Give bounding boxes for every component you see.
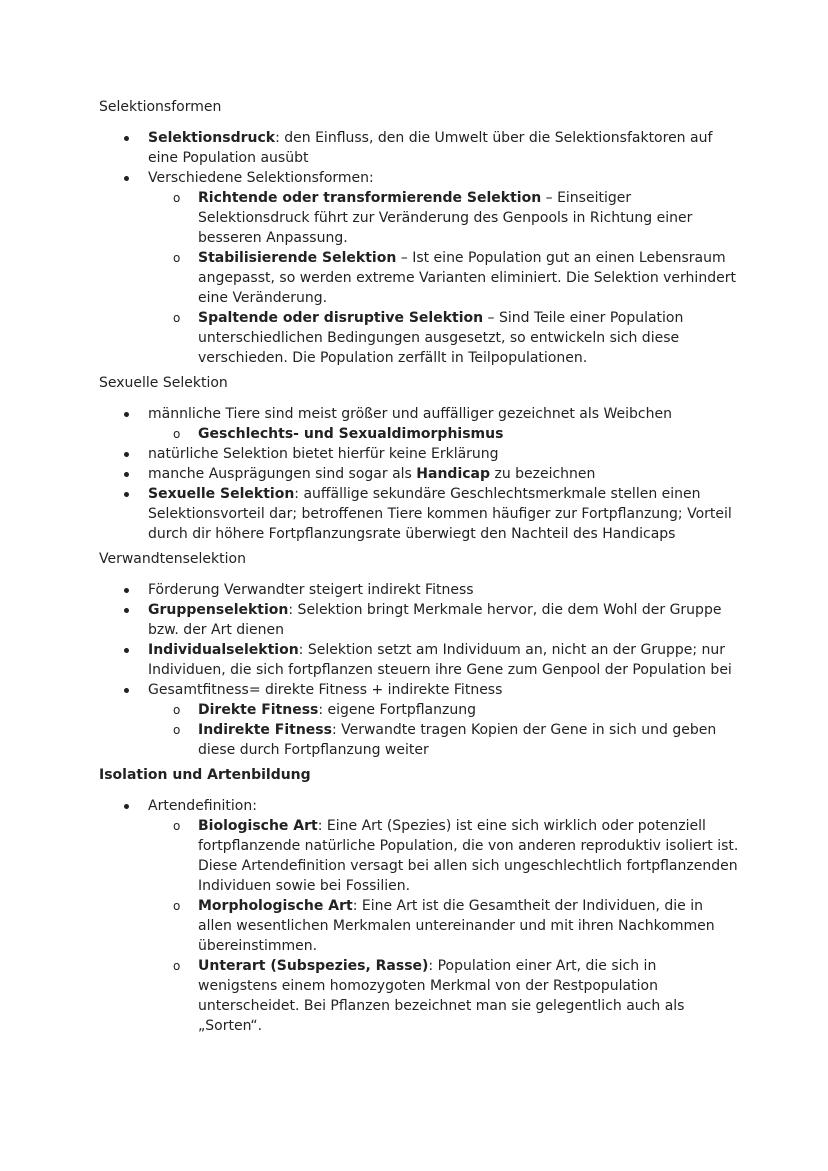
sublist (148, 424, 739, 444)
section-heading-selektionsformen: Selektionsformen (99, 99, 222, 115)
list-item: Verschiedene Selektionsformen: o Richtende oder transformierende Selektion – Einseitiger Selektionsdruck führt zur Veränderung des Genpools in Richtung einer besseren Anpassung. o Stabilisierende Selektion – Ist eine Population gut an einen Lebensraum angepasst, so werden extreme Varianten eliminiert. Die Selektion verhindert eine Veränderung. o Spaltende oder disruptive Selektion – Sind Teile einer Population unterschiedlichen Bedingungen ausgesetzt, so entwickeln sich diese verschieden. Die Population zerfällt in Teilpopulationen. (148, 168, 739, 368)
section-heading-sexuelle-selektion: Sexuelle Selektion (99, 375, 228, 391)
list-item: männliche Tiere sind meist größer und auffälliger gezeichnet als Weibchen o Geschlechts- und Sexualdimorphismus (148, 404, 739, 444)
document-page (99, 97, 739, 1036)
sublist (148, 816, 739, 1036)
sublist-item: o Stabilisierende Selektion – Ist eine Population gut an einen Lebensraum angepasst, so werden extreme Varianten eliminiert. Die Selektion verhindert eine Veränderung. (198, 248, 739, 308)
list-item: Artendefinition: o Biologische Art: Eine Art (Spezies) ist eine sich wirklich oder potenziell fortpflanzende natürliche Population, die von anderen reproduktiv isoliert ist. Diese Artendefinition versagt bei allen sich ungeschlechtlich fortpflanzenden Individuen sowie bei Fossilien. o Morphologische Art: Eine Art ist die Gesamtheit der Individuen, die in allen wesentlichen Merkmalen untereinander und mit ihren Nachkommen übereinstimmen. o Unterart (Subspezies, Rasse): Population einer Art, die sich in wenigstens einem homozygoten Merkmal von der Restpopulation unterscheidet. Bei Pflanzen bezeichnet man sie gelegentlich auch als „Sorten“. (148, 796, 739, 1036)
sublist-item: o Indirekte Fitness: Verwandte tragen Kopien der Gene in sich und geben diese durch Fortpflanzung weiter (198, 720, 739, 760)
list-item: Individualselektion: Selektion setzt am Individuum an, nicht an der Gruppe; nur Individuen, die sich fortpflanzen steuern ihre Gene zum Genpool der Population bei (148, 640, 739, 680)
section-heading-verwandtenselektion: Verwandtenselektion (99, 551, 246, 567)
sublist (148, 188, 739, 368)
list-item: Förderung Verwandter steigert indirekt Fitness (148, 580, 739, 600)
list-item: manche Ausprägungen sind sogar als Handicap zu bezeichnen (148, 464, 739, 484)
sublist-item: o Unterart (Subspezies, Rasse): Population einer Art, die sich in wenigstens einem homozygoten Merkmal von der Restpopulation unterscheidet. Bei Pflanzen bezeichnet man sie gelegentlich auch als „Sorten“. (198, 956, 739, 1036)
list-item: Selektionsdruck: den Einfluss, den die Umwelt über die Selektionsfaktoren auf eine Population ausübt (148, 128, 739, 168)
list-item: Gesamtfitness= direkte Fitness + indirekte Fitness o Direkte Fitness: eigene Fortpflanzung o Indirekte Fitness: Verwandte tragen Kopien der Gene in sich und geben diese durch Fortpflanzung weiter (148, 680, 739, 760)
list-item: natürliche Selektion bietet hierfür keine Erklärung (148, 444, 739, 464)
list-item: Gruppenselektion: Selektion bringt Merkmale hervor, die dem Wohl der Gruppe bzw. der Art dienen (148, 600, 739, 640)
list-item: Sexuelle Selektion: auffällige sekundäre Geschlechtsmerkmale stellen einen Selektionsvorteil dar; betroffenen Tiere kommen häufiger zur Fortpflanzung; Vorteil durch dir höhere Fortpflanzungsrate überwiegt den Nachteil des Handicaps (148, 484, 739, 544)
sublist-item: o Morphologische Art: Eine Art ist die Gesamtheit der Individuen, die in allen wesentlichen Merkmalen untereinander und mit ihren Nachkommen übereinstimmen. (198, 896, 739, 956)
sublist-item: o Biologische Art: Eine Art (Spezies) ist eine sich wirklich oder potenziell fortpflanzende natürliche Population, die von anderen reproduktiv isoliert ist. Diese Artendefinition versagt bei allen sich ungeschlechtlich fortpflanzenden Individuen sowie bei Fossilien. (198, 816, 739, 896)
sublist-item: o Geschlechts- und Sexualdimorphismus (198, 424, 739, 444)
sublist-item: o Richtende oder transformierende Selektion – Einseitiger Selektionsdruck führt zur Veränderung des Genpools in Richtung einer besseren Anpassung. (198, 188, 739, 248)
sublist-item: o Direkte Fitness: eigene Fortpflanzung (198, 700, 739, 720)
sexuelle-selektion-list (99, 404, 739, 544)
section-heading-isolation: Isolation und Artenbildung (99, 767, 311, 783)
selektionsformen-list (99, 128, 739, 368)
verwandtenselektion-list (99, 580, 739, 760)
isolation-list (99, 796, 739, 1036)
sublist (148, 700, 739, 760)
sublist-item: o Spaltende oder disruptive Selektion – Sind Teile einer Population unterschiedlichen Bedingungen ausgesetzt, so entwickeln sich diese verschieden. Die Population zerfällt in Teilpopulationen. (198, 308, 739, 368)
